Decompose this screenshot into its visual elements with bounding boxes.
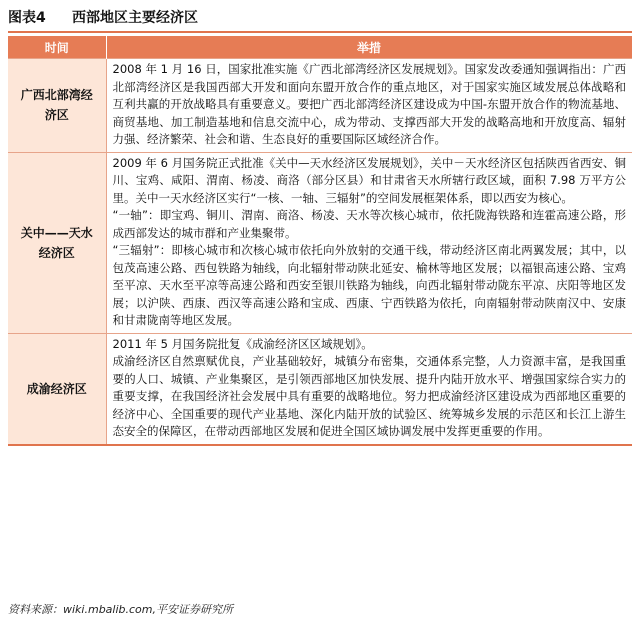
measures-cell [106, 333, 632, 445]
measure-paragraph: “一轴”：即宝鸡、铜川、渭南、商洛、杨凌、天水等次核心城市，依托陇海铁路和连霍高速公路，形成西部发达的城市群和产业集聚带。 [112, 208, 626, 240]
table-row [8, 333, 632, 445]
measure-paragraph: 2011 年 5 月国务院批复《成渝经济区区域规划》。 [112, 336, 373, 351]
region-cell [8, 59, 106, 153]
region-cell [8, 152, 106, 333]
header-measures: 举措 [106, 36, 632, 59]
measure-paragraph: “三辐射”：即核心城市和次核心城市依托向外放射的交通干线，带动经济区南北两翼发展；其中，以包茂高速公路、西包铁路为轴线，向北辐射带动陕北延安、榆林等地区发展；以福银高速公路、宝鸡至平凉、天水至平凉等高速公路和西安至银川铁路为轴线，向西北辐射带动陇东平凉、庆阳等地区发展；以沪陕、西康、西汉等高速公路和宝成、西康、宁西铁路为依托，向南辐射带动陕南汉中、安康和甘肃陇南等地区发展。 [112, 243, 626, 327]
table-row [8, 152, 632, 333]
measures-cell [106, 152, 632, 333]
region-label: 关中——天水经济区 [20, 225, 93, 260]
figure-title-bar [8, 6, 632, 28]
figure-title: 西部地区主要经济区 [72, 10, 198, 26]
region-label: 广西北部湾经济区 [20, 88, 93, 123]
region-label: 成渝经济区 [26, 381, 87, 396]
measure-paragraph: 成渝经济区自然禀赋优良，产业基础较好，城镇分布密集，交通体系完整，人力资源丰富，是我国重要的人口、城镇、产业集聚区，是引领西部地区加快发展、提升内陆开放水平、增强国家综合实力的重要支撑，在我国经济社会发展中具有重要的战略地位。努力把成渝经济区建设成为西部地区重要的经济中心、全国重要的现代产业基地、深化内陆开放的试验区、统筹城乡发展的示范区和长江上游生态安全的保障区，在带动西部地区发展和促进全国区域协调发展中发挥更重要的作用。 [112, 354, 626, 438]
title-divider [8, 31, 632, 33]
economic-zones-table [8, 36, 633, 446]
header-time: 时间 [8, 36, 106, 59]
figure-label: 图表4 [8, 10, 46, 26]
measure-paragraph: 2009 年 6 月国务院正式批准《关中—天水经济区发展规划》，关中－天水经济区包括陕西省西安、铜川、宝鸡、咸阳、渭南、杨凌、商洛（部分区县）和甘肃省天水所辖行政区域，面积 7.98 万平方公里。关中一天水经济区实行“一核、一轴、三辐射”的空间发展框架体系，即以西安为核心。 [112, 155, 626, 205]
region-cell [8, 333, 106, 445]
measure-paragraph: 2008 年 1 月 16 日，国家批准实施《广西北部湾经济区发展规划》。国家发改委通知强调指出：广西北部湾经济区是我国西部大开发和面向东盟开放合作的重点地区，对于国家实施区域发展总体战略和互利共赢的开放战略具有重要意义。要把广西北部湾经济区建设成为中国-东盟开放合作的物流基地、商贸基地、加工制造基地和信息交流中心，成为带动、支撑西部大开发的战略高地和开放度高、辐射力强、经济繁荣、社会和谐、生态良好的重要国际区域经济合作。 [112, 62, 626, 146]
table-header-row [8, 36, 632, 59]
table-row [8, 59, 632, 153]
source-note: 资料来源：wiki.mbalib.com,平安证券研究所 [8, 603, 233, 616]
measures-cell [106, 59, 632, 153]
